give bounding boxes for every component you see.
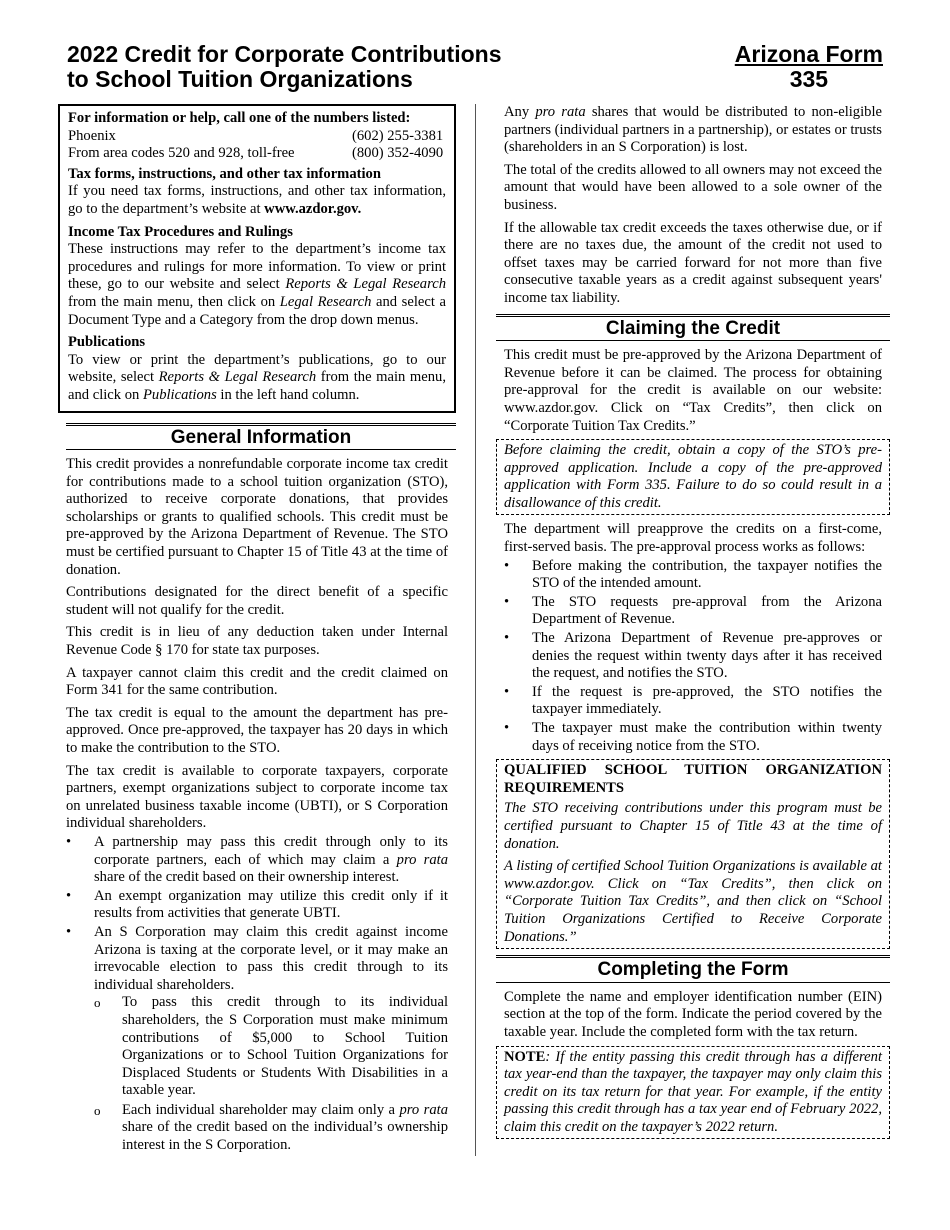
right-column xyxy=(496,104,890,1145)
paragraph: This credit is in lieu of any deduction taken under Internal Revenue Code § 170 for state tax purposes. xyxy=(66,624,448,659)
paragraph: This credit must be pre-approved by the Arizona Department of Revenue before it can be claimed. The process for obtaining pre-approval for the credit is available on our website: www.azdor.gov. Click on “Tax Credits”, then click on “Corporate Tuition Tax Credits.” xyxy=(504,347,882,434)
phone-row xyxy=(68,128,446,146)
form-identifier xyxy=(735,42,883,92)
forms-heading: Tax forms, instructions, and other tax information xyxy=(68,165,381,182)
rulings-text: These instructions may refer to the department’s income tax procedures and rulings for more information. To view or print these, go to our website and select Reports & Legal Research from the main menu, then click on Legal Research and select a Document Type and a Category from the drop down menus. xyxy=(68,241,446,328)
note-box xyxy=(496,1046,890,1140)
phone-number: (800) 352-4090 xyxy=(352,145,444,162)
completing-heading: Completing the Form xyxy=(496,955,890,983)
preapproval-intro xyxy=(496,521,890,556)
paragraph: The total of the credits allowed to all owners may not exceed the amount that would have been allowed to a sole owner of the business. xyxy=(504,161,882,213)
paragraph: If the allowable tax credit exceeds the taxes otherwise due, or if there are no taxes due, the amount of the credit not used to offset taxes may be carried forward for not more than five consecutive taxable years as a credit against subsequent years' income tax liability. xyxy=(504,219,882,306)
sub-list-item: o To pass this credit through to its individual shareholders, the S Corporation must make minimum contributions of $5,000 to School Tuition Organizations or to School Tuition Organizations for Displaced Students or Students With Disabilities in a taxable year. xyxy=(94,994,448,1100)
phone-number: (602) 255-3381 xyxy=(352,127,444,144)
form-title xyxy=(67,42,501,92)
form-name: Arizona Form xyxy=(734,41,883,67)
website-link[interactable]: www.azdor.gov. xyxy=(264,200,362,217)
paragraph: Any pro rata shares that would be distributed to non-eligible partners (individual partners in a partnership), or estates or trusts (shareholders in an S Corporation) is lost. xyxy=(504,104,882,156)
completing-body xyxy=(496,989,890,1042)
publications-heading: Publications xyxy=(68,334,146,351)
preapproval-steps xyxy=(496,558,890,756)
list-item: • The STO requests pre-approval from the Arizona Department of Revenue. xyxy=(504,594,882,629)
list-item: • Before making the contribution, the taxpayer notifies the STO of the intended amount. xyxy=(504,558,882,593)
paragraph: The STO receiving contributions under this program must be certified pursuant to Chapter 15 of Title 43 at the time of donation. xyxy=(504,800,882,852)
phone-label: From area codes 520 and 928, toll-free xyxy=(68,145,295,162)
paragraph: The tax credit is equal to the amount the department has pre-approved. Once pre-approved, the taxpayer has 20 days in which to make the contribution to the STO. xyxy=(66,704,448,756)
preapproval-note: Before claiming the credit, obtain a copy of the STO’s pre-approved application. Include a copy of the pre-approved application with Form 335. Failure to do so could result in a disallowance of this credit. xyxy=(496,439,890,515)
page-header xyxy=(67,42,883,92)
list-item: • The taxpayer must make the contribution within twenty days of receiving notice from the STO. xyxy=(504,720,882,755)
form-number: 335 xyxy=(789,66,829,92)
sub-list xyxy=(94,994,448,1154)
general-info-heading: General Information xyxy=(66,423,456,451)
sto-requirements-box xyxy=(496,759,890,949)
list-item: • The Arizona Department of Revenue pre-approves or denies the request within twenty days after it has received the request, and notifies the STO. xyxy=(504,630,882,683)
claiming-body xyxy=(496,347,890,435)
info-box xyxy=(58,104,456,413)
carryover-text xyxy=(496,104,890,308)
general-info-body xyxy=(58,456,456,833)
phone-label: Phoenix xyxy=(68,127,116,144)
forms-text: If you need tax forms, instructions, and other tax information, go to the department’s website at www.azdor.gov. xyxy=(68,183,446,217)
title-line-1: 2022 Credit for Corporate Contributions xyxy=(67,41,502,67)
note-label: NOTE xyxy=(504,1048,546,1065)
paragraph: Complete the name and employer identification number (EIN) section at the top of the form. Indicate the period covered by the taxable year. Include the completed form with the tax return. xyxy=(504,988,882,1040)
claiming-heading: Claiming the Credit xyxy=(496,314,890,342)
list-item: • An exempt organization may utilize this credit only if it results from activities that generate UBTI. xyxy=(66,888,448,923)
list-item: • An S Corporation may claim this credit against income Arizona is taxing at the corporate level, or it may make an irrevocable election to pass this credit through to its individual shareholders. o To pass this credit through to its individual shareholders, the S Corporation must make minimum contributions of $5,000 to School Tuition Organizations or to School Tuition Organizations for Displaced Students or Students With Disabilities in a taxable year. o Each individual shareholder may claim only a pro rata share of the credit based on the individual’s ownership interest in the S Corporation. xyxy=(66,924,448,1155)
list-item: • A partnership may pass this credit through only to its corporate partners, each of which may claim a pro rata share of the credit based on their ownership interest. xyxy=(66,834,448,887)
paragraph: Contributions designated for the direct benefit of a specific student will not qualify for the credit. xyxy=(66,584,448,618)
paragraph: This credit provides a nonrefundable corporate income tax credit for contributions made to a school tuition organization (STO), authorized to receive corporate donations, that provides scholarships or grants to qualified schools. This credit must be pre-approved by the Arizona Department of Revenue. The STO must be certified pursuant to Chapter 15 of Title 43 at the time of donation. xyxy=(66,456,448,578)
info-heading: For information or help, call one of the numbers listed: xyxy=(68,110,411,126)
sub-list-item: o Each individual shareholder may claim only a pro rata share of the credit based on the individual’s ownership interest in the S Corporation. xyxy=(94,1102,448,1155)
paragraph: A listing of certified School Tuition Organizations is available at www.azdor.gov. Click on “Tax Credits”, then click on “Corporate Tuition Tax Credits”, and then click on “School Tuition Organizations Certified to Receive Corporate Donations.” xyxy=(504,858,882,945)
publications-text: To view or print the department’s publications, go to our website, select Reports & Legal Research from the main menu, and click on Publications in the left hand column. xyxy=(68,351,446,403)
left-column xyxy=(58,104,456,1159)
requirements-heading: QUALIFIED SCHOOL TUITION ORGANIZATION REQUIREMENTS xyxy=(504,762,882,796)
rulings-heading: Income Tax Procedures and Rulings xyxy=(68,223,293,240)
paragraph: The tax credit is available to corporate taxpayers, corporate partners, exempt organizations subject to corporate income tax on unrelated business taxable income (UBTI), or S Corporation individual shareholders. xyxy=(66,762,448,832)
title-line-2: to School Tuition Organizations xyxy=(67,66,413,92)
paragraph: The department will preapprove the credits on a first-come, first-served basis. The pre-approval process works as follows: xyxy=(504,521,882,556)
eligibility-list xyxy=(58,834,456,1155)
paragraph: A taxpayer cannot claim this credit and the credit claimed on Form 341 for the same contribution. xyxy=(66,664,448,699)
phone-row xyxy=(68,145,446,163)
note-text: : If the entity passing this credit through has a different tax year-end than the taxpayer, the taxpayer may only claim this credit on its tax return for that year. For example, if the entity passing this credit through has a tax year end of February 2022, claim this credit on the taxpayer’s 2022 return. xyxy=(504,1048,882,1135)
list-item: • If the request is pre-approved, the STO notifies the taxpayer immediately. xyxy=(504,684,882,719)
column-divider xyxy=(475,104,476,1156)
